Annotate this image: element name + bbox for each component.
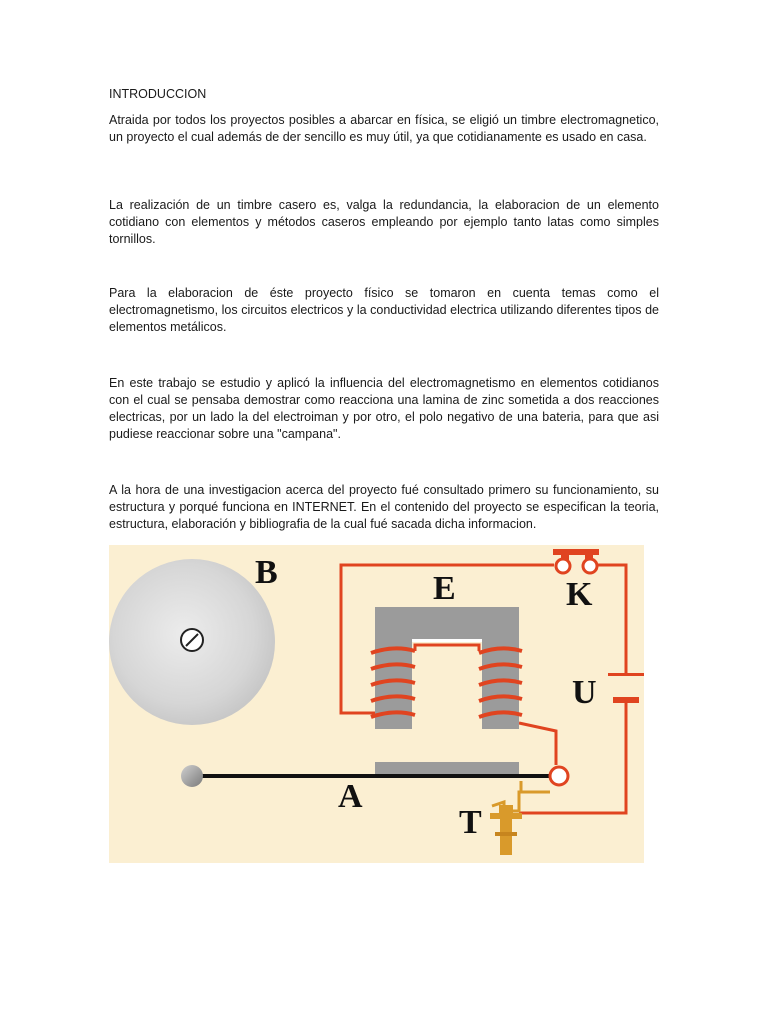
battery-negative-plate (613, 697, 639, 703)
screw-shaft (500, 819, 512, 855)
label-battery: U (572, 674, 597, 711)
bell (109, 559, 275, 725)
switch-terminal-right (583, 559, 597, 573)
switch-terminal-left (556, 559, 570, 573)
paragraph-4: En este trabajo se estudio y aplicó la influencia del electromagnetismo en elementos cotidianos con el cual se pensaba demostrar como reacciona una lamina de zinc sometida a dos reacciones electricas, por un lado la del electroiman y por otro, el polo negativo de una bateria, para que asi pudiese reaccionar sobre una "campana". (109, 376, 659, 441)
label-switch: K (566, 576, 593, 613)
paragraph-1: Atraida por todos los proyectos posibles a abarcar en física, se eligió un timbre electromagnetico, un proyecto el cual además de der sencillo es muy útil, ya que cotidianamente es usado en casa. (109, 113, 659, 144)
core-gap (412, 639, 482, 642)
label-screw: T (459, 804, 482, 841)
label-armature: A (338, 778, 363, 815)
battery-positive-plate (608, 673, 644, 676)
armature-plate (375, 762, 519, 774)
clapper-ball (181, 765, 203, 787)
paragraph-3: Para la elaboracion de éste proyecto físico se tomaron en cuenta temas como el electromagnetismo, los circuitos electricos y la conductividad electrica utilizando diferentes tipos de elementos metálicos. (109, 286, 659, 334)
contact-point (550, 767, 568, 785)
screw-head (490, 813, 522, 819)
section-heading: INTRODUCCION (109, 87, 207, 101)
electric-bell-diagram (109, 545, 644, 863)
label-bell: B (255, 554, 278, 591)
paragraph-5: A la hora de una investigacion acerca del proyecto fué consultado primero su funcionamiento, su estructura y porqué funciona en INTERNET. En el contenido del proyecto se especifican la teoria, estructura, elaboración y bibliografia de la cual fué sacada dicha informacion. (109, 483, 659, 531)
label-electromagnet: E (433, 570, 456, 607)
paragraph-2: La realización de un timbre casero es, valga la redundancia, la elaboracion de un elemento cotidiano con elementos y métodos caseros empleando por ejemplo tanto latas como simples tornillos. (109, 198, 659, 246)
